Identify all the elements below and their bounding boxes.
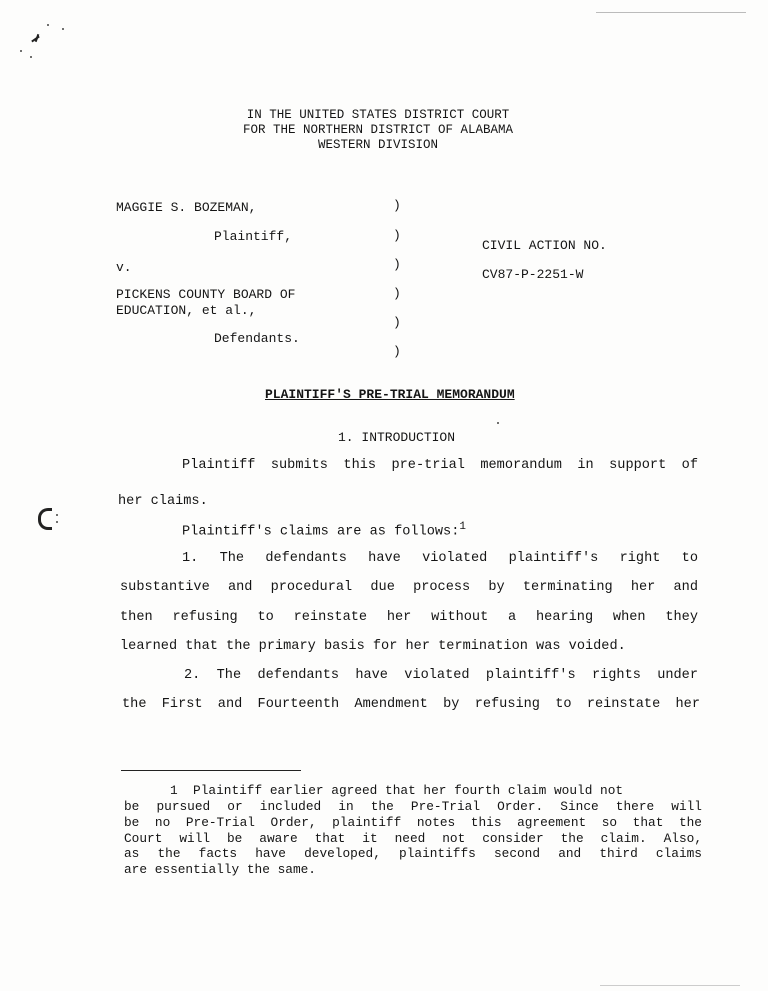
- intro-line-2: her claims.: [118, 494, 208, 509]
- case-number: CV87-P-2251-W: [482, 267, 584, 282]
- claim-1-line-1: 1. The defendants have violated plaintiff's right to: [182, 551, 698, 566]
- plaintiff-role: Plaintiff,: [214, 229, 293, 244]
- footnote-line-2: be pursued or included in the Pre-Trial Order. Since there will: [124, 799, 702, 814]
- court-line-1: IN THE UNITED STATES DISTRICT COURT: [246, 108, 510, 122]
- footnote-rule: [121, 770, 301, 771]
- intro-line-1: Plaintiff submits this pre-trial memorandum in support of: [182, 458, 698, 473]
- claim-2-line-1: 2. The defendants have violated plaintiff's rights under: [184, 668, 698, 683]
- footnote-line-5: as the facts have developed, plaintiffs second and third claims: [124, 846, 702, 861]
- claim-2-line-2: the First and Fourteenth Amendment by refusing to reinstate her: [122, 697, 700, 712]
- footnote-line-4: Court will be aware that it need not consider the claim. Also,: [124, 831, 702, 846]
- claim-1-line-2: substantive and procedural due process by terminating her and: [120, 580, 698, 595]
- defendant-line-1: PICKENS COUNTY BOARD OF: [116, 287, 296, 302]
- defendant-role: Defendants.: [214, 331, 300, 346]
- footnote-line-3: be no Pre-Trial Order, plaintiff notes this agreement so that the: [124, 815, 702, 830]
- claim-1-line-4: learned that the primary basis for her termination was voided.: [120, 639, 626, 654]
- plaintiff-name: MAGGIE S. BOZEMAN,: [116, 200, 257, 215]
- footnote-line-6: are essentially the same.: [124, 862, 316, 877]
- section-heading: 1. INTRODUCTION: [338, 430, 456, 445]
- claims-lead: Plaintiff's claims are as follows:$^1$: [182, 521, 466, 540]
- versus: v.: [116, 260, 132, 275]
- footnote-reference: 1: [459, 521, 466, 533]
- civil-action-label: CIVIL ACTION NO.: [482, 238, 607, 253]
- footnote-line-1: 1 Plaintiff earlier agreed that her fourth claim would not: [170, 783, 624, 798]
- defendant-line-2: EDUCATION, et al.,: [116, 303, 257, 318]
- document-title: PLAINTIFF'S PRE-TRIAL MEMORANDUM: [265, 387, 515, 402]
- court-line-3: WESTERN DIVISION: [317, 138, 439, 152]
- claim-1-line-3: then refusing to reinstate her without a hearing when they: [120, 610, 698, 625]
- scan-mark-topright: [596, 12, 746, 13]
- scan-mark-bottomright: [600, 985, 740, 986]
- court-line-2: FOR THE NORTHERN DISTRICT OF ALABAMA: [242, 123, 514, 137]
- footnote-number: 1: [170, 783, 178, 798]
